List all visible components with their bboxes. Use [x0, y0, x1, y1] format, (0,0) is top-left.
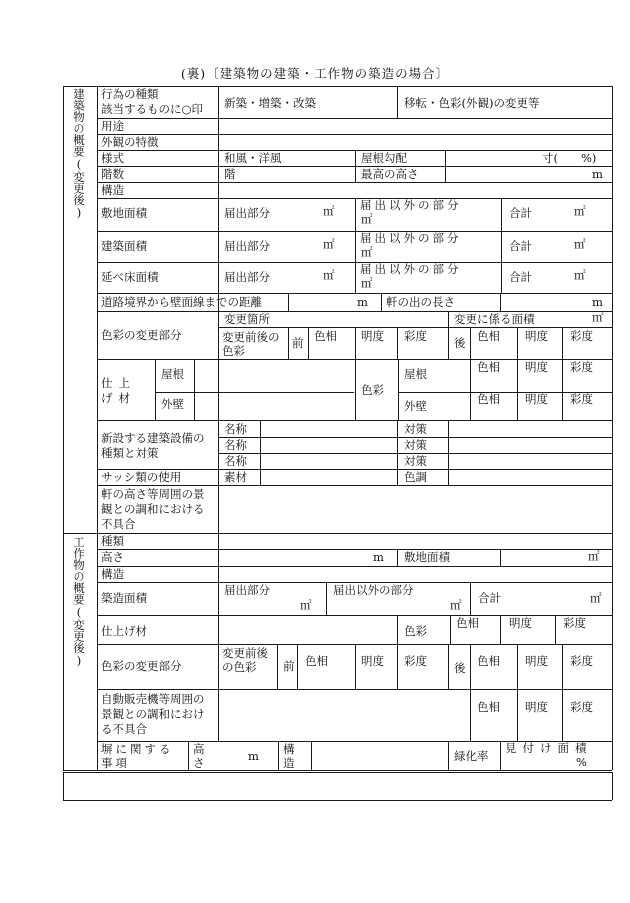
building-area-other-label: 届出以外の部分: [360, 231, 462, 245]
grid-line: [562, 689, 563, 741]
finish-color-label: 色彩: [361, 383, 384, 397]
build-area-other-label: 届出以外の部分: [333, 583, 414, 597]
before-after-color-label: 変更前後の色彩: [222, 330, 280, 358]
grid-line: [155, 392, 354, 393]
equipment-measure-1: 対策: [404, 422, 427, 436]
site-area-other-unit: ㎡: [361, 212, 373, 226]
grid-line: [562, 327, 563, 359]
grid-line: [445, 150, 446, 182]
vending-value-label: 明度: [525, 700, 548, 714]
grid-line: [326, 582, 327, 615]
grid-line: [398, 359, 399, 420]
structure-value-label: 明度: [509, 616, 532, 630]
grid-line: [470, 689, 471, 741]
grid-line: [288, 293, 289, 311]
after-label: 後: [454, 336, 466, 350]
structure-chroma-before-label: 彩度: [404, 654, 427, 668]
grid-line: [355, 644, 356, 689]
build-area-total-label: 合計: [478, 591, 501, 605]
equipment-name-2: 名称: [224, 438, 247, 452]
grid-line: [97, 182, 612, 183]
grid-line: [397, 86, 398, 118]
before-label: 前: [292, 336, 304, 350]
grid-line: [500, 549, 501, 566]
grid-line: [450, 615, 451, 644]
grid-line: [501, 198, 502, 293]
site-area-total-unit: ㎡: [574, 204, 586, 218]
grid-line: [500, 293, 501, 311]
floors-label: 階数: [101, 167, 124, 181]
roof-slope-unit: 寸( %): [542, 151, 597, 165]
grid-line: [97, 689, 612, 690]
site-area-label: 敷地面積: [101, 206, 147, 220]
grid-line: [500, 615, 501, 644]
structure-site-area-unit: ㎡: [588, 549, 600, 563]
finish-material-label: 仕上げ材: [101, 376, 136, 405]
hue-after-label: 色相: [477, 329, 500, 343]
structure-height-label: 高さ: [101, 550, 124, 564]
roof-slope-label: 屋根勾配: [361, 151, 407, 165]
vending-harmony-label: 自動販売機等周囲の景観との調和における不具合: [101, 692, 205, 736]
max-height-unit: m: [592, 167, 603, 181]
road-distance-unit: m: [357, 295, 368, 309]
grid-line: [218, 327, 612, 328]
page-title: (裏)〔建築物の建築・工作物の築造の場合〕: [180, 66, 450, 81]
grid-line: [517, 689, 518, 741]
building-area-label: 建築面積: [101, 239, 147, 253]
grid-line: [562, 359, 563, 420]
grid-line: [562, 644, 563, 689]
chroma-before-label: 彩度: [404, 329, 427, 343]
structure-height-unit: m: [373, 550, 384, 564]
structure-value-after-label: 明度: [525, 654, 548, 668]
remarks-box-bottom: [63, 800, 612, 801]
grid-line: [397, 615, 398, 644]
use-label: 用途: [101, 119, 124, 133]
grid-line: [381, 293, 382, 311]
table-bottom-border: [63, 770, 612, 771]
table-right-border: [612, 86, 613, 770]
roof-hue-label: 色相: [477, 360, 500, 374]
structure-before-label: 前: [283, 659, 295, 673]
equipment-name-1: 名称: [224, 422, 247, 436]
grid-line: [470, 582, 471, 615]
grid-line: [97, 118, 612, 119]
grid-line: [517, 327, 518, 359]
value-before-label: 明度: [361, 329, 384, 343]
building-section-label: 建築物の概要(変更後): [72, 88, 86, 220]
sash-label: サッシ類の使用: [101, 470, 182, 484]
vending-hue-label: 色相: [477, 700, 500, 714]
floor-area-notified-label: 届出部分: [224, 270, 270, 284]
grid-line: [448, 327, 449, 359]
grid-line: [555, 615, 556, 644]
wall-value-label: 明度: [525, 392, 548, 406]
green-rate-label: 緑化率: [454, 749, 489, 763]
building-area-other-unit: ㎡: [361, 245, 373, 259]
floor-area-other-label: 届出以外の部分: [360, 262, 462, 276]
act-move-option: 移転・色彩(外観)の変更等: [404, 96, 540, 110]
floor-area-other-unit: ㎡: [361, 276, 373, 290]
visible-area-label: 見付け面積: [505, 741, 593, 755]
grid-line: [278, 741, 279, 770]
grid-line: [311, 741, 312, 770]
structure-finish-label: 仕上げ材: [101, 624, 147, 638]
change-place-label: 変更箇所: [224, 312, 270, 326]
roof-chroma-label: 彩度: [570, 360, 593, 374]
value-after-label: 明度: [525, 329, 548, 343]
color-roof-label: 屋根: [404, 367, 427, 381]
build-area-total-unit: ㎡: [590, 591, 602, 605]
remarks-box-right: [612, 772, 613, 800]
hue-before-label: 色相: [314, 329, 337, 343]
grid-line: [355, 327, 356, 359]
grid-line: [97, 485, 612, 486]
site-area-notified-label: 届出部分: [224, 206, 270, 220]
grid-line: [517, 359, 518, 420]
remarks-box-left: [63, 772, 64, 800]
grid-line: [97, 549, 612, 550]
act-type-note: 該当するものに○印: [101, 102, 204, 116]
eaves-harmony-label: 軒の高さ等周囲の景観との調和における不具合: [101, 487, 205, 531]
structure-hue-before-label: 色相: [305, 654, 328, 668]
structure-chroma-after-label: 彩度: [570, 654, 593, 668]
fence-structure-label: 構造: [283, 742, 301, 770]
fence-label: 塀に関する事項: [101, 742, 174, 770]
structure-site-area-label: 敷地面積: [404, 550, 450, 564]
grid-line: [397, 327, 398, 359]
floor-area-notified-unit: ㎡: [323, 268, 335, 282]
grid-line: [260, 420, 261, 485]
structure-color-change-label: 色彩の変更部分: [101, 659, 182, 673]
grid-line: [355, 359, 356, 420]
grid-line: [155, 359, 156, 420]
eaves-length-label: 軒の出の長さ: [386, 295, 455, 309]
site-area-other-label: 届出以外の部分: [360, 198, 462, 212]
visible-area-unit: %: [576, 755, 587, 769]
grid-line: [355, 198, 356, 293]
remarks-box-top: [63, 772, 612, 773]
structure-hue-label: 色相: [456, 616, 479, 630]
road-distance-label: 道路境界から壁面線までの距離: [101, 295, 262, 309]
grid-line: [397, 549, 398, 566]
structure-value-before-label: 明度: [361, 654, 384, 668]
style-value: 和風・洋風: [224, 151, 282, 165]
grid-line: [218, 533, 219, 741]
change-area-label: 変更に係る面積: [454, 312, 535, 326]
finish-roof-label: 屋根: [161, 367, 184, 381]
structure-color-label: 色彩: [404, 624, 427, 638]
grid-line: [448, 741, 449, 770]
grid-line: [397, 420, 398, 485]
site-area-notified-unit: ㎡: [323, 204, 335, 218]
eaves-length-unit: m: [592, 295, 603, 309]
grid-line: [355, 150, 356, 182]
floor-area-label: 延べ床面積: [101, 270, 159, 284]
change-area-unit: ㎡: [592, 310, 604, 324]
section-divider: [63, 533, 612, 534]
sash-material-label: 素材: [224, 470, 247, 484]
building-area-notified-label: 届出部分: [224, 239, 270, 253]
wall-hue-label: 色相: [477, 392, 500, 406]
grid-line: [470, 327, 471, 359]
grid-line: [397, 644, 398, 689]
grid-line: [500, 741, 501, 770]
structure-label: 構造: [101, 183, 124, 197]
fence-height-unit: m: [248, 749, 259, 763]
grid-line: [448, 644, 449, 689]
site-area-total-label: 合計: [509, 206, 532, 220]
grid-line: [288, 327, 289, 359]
structure-structure-label: 構造: [101, 567, 124, 581]
equipment-measure-3: 対策: [404, 454, 427, 468]
floor-area-total-label: 合計: [509, 270, 532, 284]
build-area-notified-label: 届出部分: [224, 583, 270, 597]
grid-line: [97, 134, 612, 135]
grid-line: [97, 293, 612, 294]
grid-line: [194, 359, 195, 420]
table-left-border: [63, 86, 64, 770]
grid-line: [97, 615, 612, 616]
finish-wall-label: 外壁: [161, 397, 184, 411]
grid-line: [517, 644, 518, 689]
structure-before-after-label: 変更前後の色彩: [222, 646, 268, 674]
build-area-label: 築造面積: [101, 591, 147, 605]
fence-height-label: 高さ: [193, 742, 211, 770]
grid-line: [97, 566, 612, 567]
building-area-total-label: 合計: [509, 239, 532, 253]
building-area-notified-unit: ㎡: [323, 237, 335, 251]
grid-line: [277, 644, 278, 689]
section-label-divider: [97, 86, 98, 770]
building-area-total-unit: ㎡: [574, 237, 586, 251]
grid-line: [188, 741, 189, 770]
color-change-label: 色彩の変更部分: [101, 328, 182, 342]
grid-line: [308, 327, 309, 359]
build-area-other-unit: ㎡: [450, 598, 462, 612]
structure-after-label: 後: [454, 661, 466, 675]
max-height-label: 最高の高さ: [361, 167, 419, 181]
grid-line: [97, 420, 612, 421]
floors-unit: 階: [224, 167, 236, 181]
roof-value-label: 明度: [525, 360, 548, 374]
sash-tone-label: 色調: [404, 470, 427, 484]
act-type-label: 行為の種類: [101, 87, 159, 101]
grid-line: [448, 420, 449, 485]
grid-line: [218, 86, 219, 533]
equipment-name-3: 名称: [224, 454, 247, 468]
grid-line: [470, 359, 471, 420]
structure-hue-after-label: 色相: [477, 654, 500, 668]
build-area-notified-unit: ㎡: [300, 598, 312, 612]
new-equipment-label: 新設する建築設備の種類と対策: [101, 431, 205, 460]
color-wall-label: 外壁: [404, 399, 427, 413]
appearance-label: 外観の特徴: [101, 135, 159, 149]
style-label: 様式: [101, 151, 124, 165]
wall-chroma-label: 彩度: [570, 392, 593, 406]
structure-section-label: 工作物の概要(変更後): [72, 536, 86, 668]
structure-kind-label: 種類: [101, 534, 124, 548]
chroma-after-label: 彩度: [570, 329, 593, 343]
grid-line: [297, 644, 298, 689]
vending-chroma-label: 彩度: [570, 700, 593, 714]
act-new-option: 新築・増築・改築: [224, 96, 316, 110]
grid-line: [448, 311, 449, 327]
grid-line: [470, 644, 471, 689]
floor-area-total-unit: ㎡: [574, 268, 586, 282]
equipment-measure-2: 対策: [404, 438, 427, 452]
structure-chroma-label: 彩度: [563, 616, 586, 630]
